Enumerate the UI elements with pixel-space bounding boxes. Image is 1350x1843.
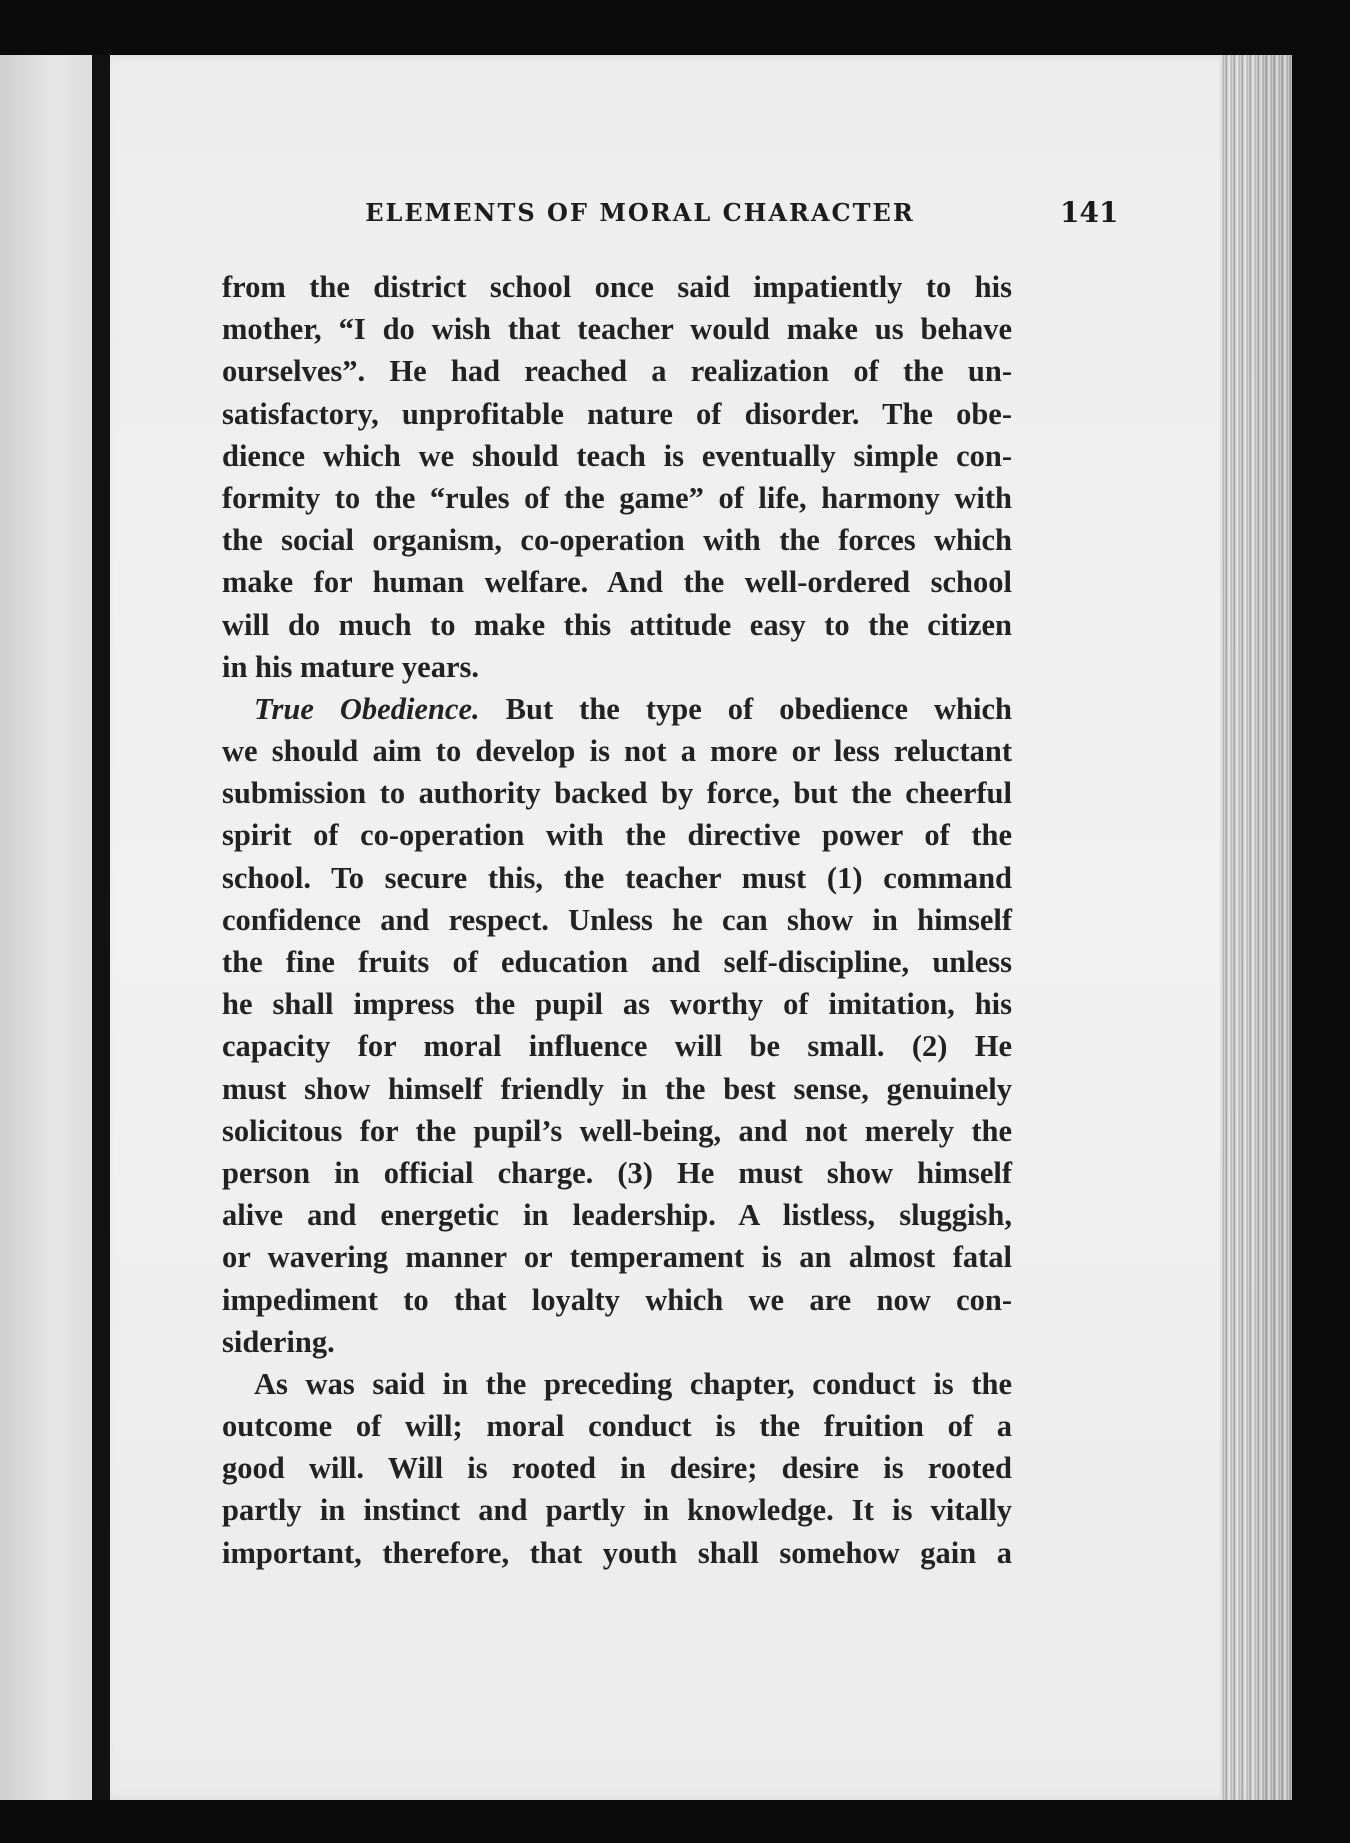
text-line: good will. Will is rooted in desire; desire is rooted bbox=[222, 1451, 1012, 1486]
text-line: solicitous for the pupil’s well-being, and not merely the bbox=[222, 1113, 1012, 1148]
text-line: formity to the “rules of the game” of life, harmony with bbox=[222, 480, 1012, 515]
text-line: mother, “I do wish that teacher would make us behave bbox=[222, 312, 1012, 347]
text-line: in his mature years. bbox=[222, 649, 479, 684]
text-line: the social organism, co-operation with the forces which bbox=[222, 523, 1012, 558]
text-line: ourselves”. He had reached a realization of the un- bbox=[222, 354, 1012, 389]
paragraph-first-line bbox=[222, 688, 1012, 730]
text-line: capacity for moral influence will be small. (2) He bbox=[222, 1029, 1012, 1064]
text-run: But the type of obedience which bbox=[479, 691, 1012, 726]
text-line: or wavering manner or temperament is an almost fatal bbox=[222, 1240, 1012, 1275]
text-line: alive and energetic in leadership. A listless, sluggish, bbox=[222, 1198, 1012, 1233]
text-line: the fine fruits of education and self-discipline, unless bbox=[222, 945, 1012, 979]
text-line: will do much to make this attitude easy to the citizen bbox=[222, 607, 1012, 642]
text-line: satisfactory, unprofitable nature of disorder. The obe- bbox=[222, 396, 1012, 431]
text-line: person in official charge. (3) He must show himself bbox=[222, 1155, 1012, 1190]
text-line: important, therefore, that youth shall somehow gain a bbox=[222, 1535, 1012, 1570]
facing-page-edge bbox=[0, 55, 92, 1800]
text-line: school. To secure this, the teacher must (1) command bbox=[222, 860, 1012, 895]
body-text bbox=[222, 266, 1012, 1574]
text-line: submission to authority backed by force, but the cheerful bbox=[222, 776, 1012, 811]
text-line: outcome of will; moral conduct is the fruition of a bbox=[222, 1409, 1012, 1444]
book-spine bbox=[92, 55, 110, 1800]
text-line: dience which we should teach is eventually simple con- bbox=[222, 438, 1012, 473]
page-edge-stack bbox=[1220, 55, 1292, 1800]
section-heading: True Obedience. bbox=[254, 691, 480, 726]
text-line: from the district school once said impatiently to his bbox=[222, 270, 1012, 304]
text-line: impediment to that loyalty which we are now con- bbox=[222, 1282, 1012, 1317]
text-line: spirit of co-operation with the directive power of the bbox=[222, 818, 1012, 853]
text-line: must show himself friendly in the best sense, genuinely bbox=[222, 1071, 1012, 1106]
paragraph-first-line: As was said in the preceding chapter, conduct is the bbox=[254, 1366, 1012, 1401]
text-line: make for human welfare. And the well-ordered school bbox=[222, 565, 1012, 600]
text-line: we should aim to develop is not a more or less reluctant bbox=[222, 734, 1012, 769]
running-title: ELEMENTS OF MORAL CHARACTER bbox=[365, 198, 915, 227]
text-line: partly in instinct and partly in knowledge. It is vitally bbox=[222, 1493, 1012, 1528]
page-number: 141 bbox=[1060, 196, 1119, 229]
text-line: confidence and respect. Unless he can show in himself bbox=[222, 902, 1012, 937]
text-line: he shall impress the pupil as worthy of imitation, his bbox=[222, 987, 1012, 1022]
text-line: sidering. bbox=[222, 1324, 335, 1359]
